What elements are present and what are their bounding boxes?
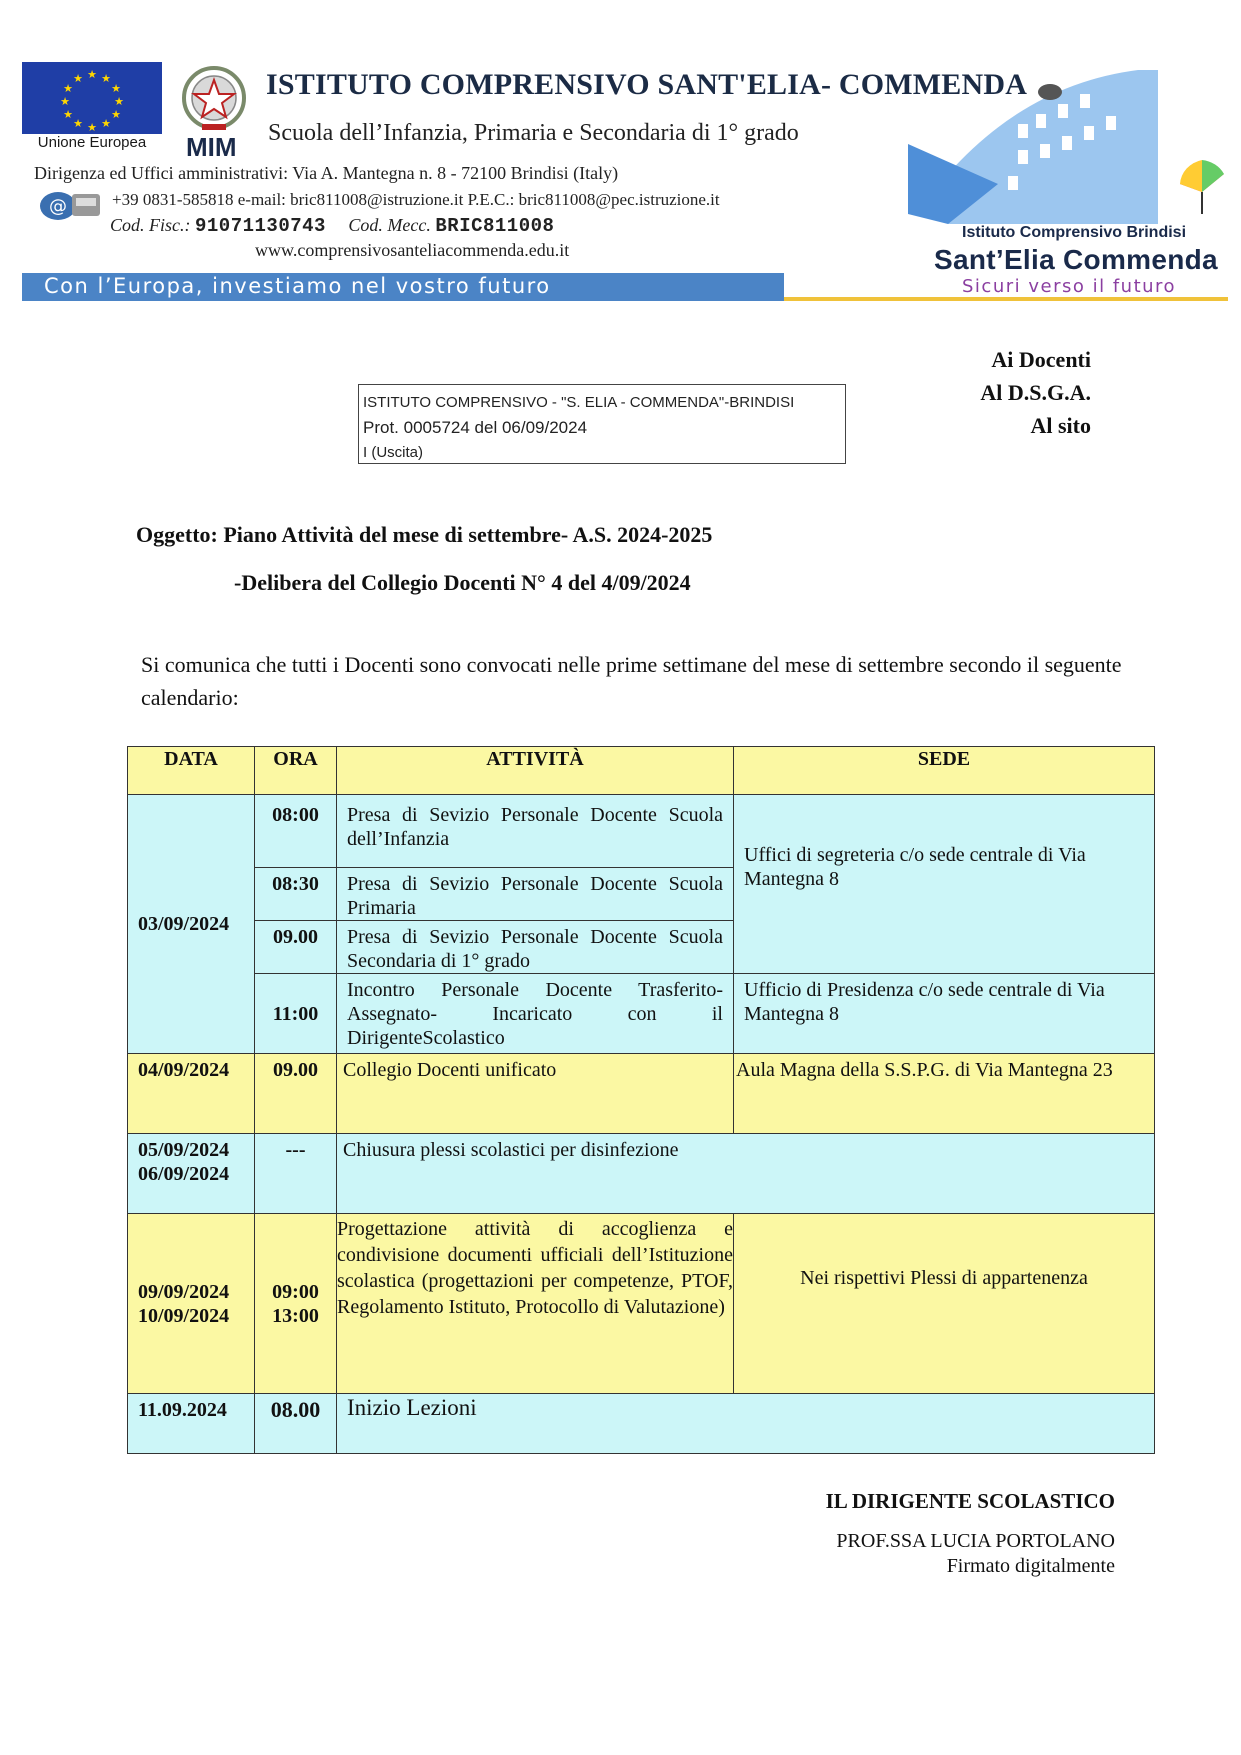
date-start: 05/09/2024 [138,1139,230,1161]
venue-cell: Aula Magna della S.S.P.G. di Via Mantegna 23 [734,1054,1155,1134]
table-row [128,795,1155,868]
signature-title: IL DIRIGENTE SCOLASTICO [825,1489,1115,1513]
svg-text:★: ★ [60,95,70,108]
eu-flag-logo [22,62,162,134]
activity-cell: Incontro Personale Docente Trasferito- Assegnato- Incaricato con il DirigenteScolastico [337,974,734,1054]
contact-line: +39 0831-585818 e-mail: bric811008@istruzione.it P.E.C.: bric811008@pec.istruzione.it [112,190,720,209]
protocol-direction: I (Uscita) [363,444,423,461]
school-logo-graphic [908,64,1228,236]
svg-text:★: ★ [111,108,121,121]
school-name: ISTITUTO COMPRENSIVO SANT'ELIA- COMMENDA [266,68,1028,101]
svg-text:★: ★ [111,82,121,95]
time-cell: 08:30 [255,868,337,921]
time-cell: 11:00 [255,974,337,1054]
recipient-docenti: Ai Docenti [991,347,1091,372]
table-header-row [128,747,1155,795]
activity-cell: Collegio Docenti unificato [337,1054,734,1134]
logo-line-2: Sant’Elia Commenda [934,244,1218,275]
time-cell [255,1214,337,1394]
cod-mecc-value: BRIC811008 [435,215,555,237]
logo-line-3: Sicuri verso il futuro [962,276,1177,297]
svg-text:★: ★ [63,82,73,95]
header-sede: SEDE [734,747,1155,795]
eu-label: Unione Europea [37,134,147,151]
school-address: Dirigenza ed Uffici amministrativi: Via A. Mantegna n. 8 - 72100 Brindisi (Italy) [34,163,619,183]
header-data: DATA [128,747,255,795]
header-ora: ORA [255,747,337,795]
activity-cell: Presa di Sevizio Personale Docente Scuola Primaria [337,868,734,921]
svg-text:★: ★ [87,68,97,81]
school-subtitle: Scuola dell’Infanzia, Primaria e Secondaria di 1° grado [268,120,799,146]
recipient-sito: Al sito [1030,413,1091,438]
activity-cell: Presa di Sevizio Personale Docente Scuola dell’Infanzia [337,795,734,868]
protocol-institute: ISTITUTO COMPRENSIVO - "S. ELIA - COMMENDA"-BRINDISI [363,394,795,411]
date-cell [128,1134,255,1214]
svg-text:★: ★ [73,72,83,85]
date-cell: 03/09/2024 [128,795,255,1054]
time-cell: 09.00 [255,921,337,974]
date-cell: 04/09/2024 [128,1054,255,1134]
svg-text:★: ★ [101,117,111,130]
subject-line: Oggetto: Piano Attività del mese di settembre- A.S. 2024-2025 [136,522,713,547]
contact-icon [38,186,104,222]
venue-cell: Nei rispettivi Plessi di appartenenza [734,1214,1155,1394]
header-attivita: ATTIVITÀ [337,747,734,795]
table-row [128,1054,1155,1134]
activity-cell: Presa di Sevizio Personale Docente Scuola Secondaria di 1° grado [337,921,734,974]
date-end: 06/09/2024 [138,1163,230,1185]
svg-text:★: ★ [101,72,111,85]
time-end: 13:00 [272,1304,319,1327]
svg-text:★: ★ [87,121,97,134]
time-cell: 09.00 [255,1054,337,1134]
signature-note: Firmato digitalmente [946,1555,1115,1577]
italian-emblem-icon [172,62,256,134]
banner-accent-line [784,297,1228,301]
intro-paragraph: Si comunica che tutti i Docenti sono convocati nelle prime settimane del mese di settembre secondo il seguente calendario: [141,652,1122,710]
mim-label: MIM [186,132,237,162]
protocol-box [358,384,846,464]
cod-fisc-label: Cod. Fisc.: [110,215,191,235]
recipient-dsga: Al D.S.G.A. [980,380,1091,405]
time-cell: 08.00 [255,1394,337,1454]
date-start: 09/09/2024 [138,1280,230,1303]
date-end: 10/09/2024 [138,1304,230,1327]
activity-cell: Chiusura plessi scolastici per disinfezione [337,1134,1155,1214]
time-cell: 08:00 [255,795,337,868]
venue-cell: Ufficio di Presidenza c/o sede centrale di Via Mantegna 8 [734,974,1155,1054]
website-link[interactable]: www.comprensivosanteliacommenda.edu.it [255,240,570,260]
date-cell: 11.09.2024 [128,1394,255,1454]
cod-mecc-label: Cod. Mecc. [348,215,431,235]
slogan-text: Con l’Europa, investiamo nel vostro futuro [44,274,551,298]
protocol-number: Prot. 0005724 del 06/09/2024 [363,418,588,437]
logo-line-1: Istituto Comprensivo Brindisi [962,224,1187,241]
time-start: 09:00 [272,1280,319,1303]
cod-fisc-value: 91071130743 [195,215,326,237]
svg-text:@: @ [49,196,67,217]
fiscal-codes [110,215,554,237]
svg-text:★: ★ [73,117,83,130]
table-row [128,1214,1155,1394]
time-cell: --- [255,1134,337,1214]
svg-text:★: ★ [114,95,124,108]
date-cell [128,1214,255,1394]
signature-name: PROF.SSA LUCIA PORTOLANO [836,1530,1115,1552]
table-row [128,1394,1155,1454]
table-row [128,1134,1155,1214]
calendar-table [127,746,1155,1454]
svg-text:★: ★ [63,108,73,121]
deliberation-line: -Delibera del Collegio Docenti N° 4 del 4/09/2024 [234,570,691,595]
table-row [128,974,1155,1054]
venue-cell: Uffici di segreteria c/o sede centrale di Via Mantegna 8 [734,795,1155,974]
activity-cell: Inizio Lezioni [337,1394,1155,1454]
activity-cell: Progettazione attività di accoglienza e condivisione documenti ufficiali dell’Istituzione scolastica (progettazioni per competenze, PTOF, Regolamento Istituto, Protocollo di Valutazione) [337,1214,734,1394]
